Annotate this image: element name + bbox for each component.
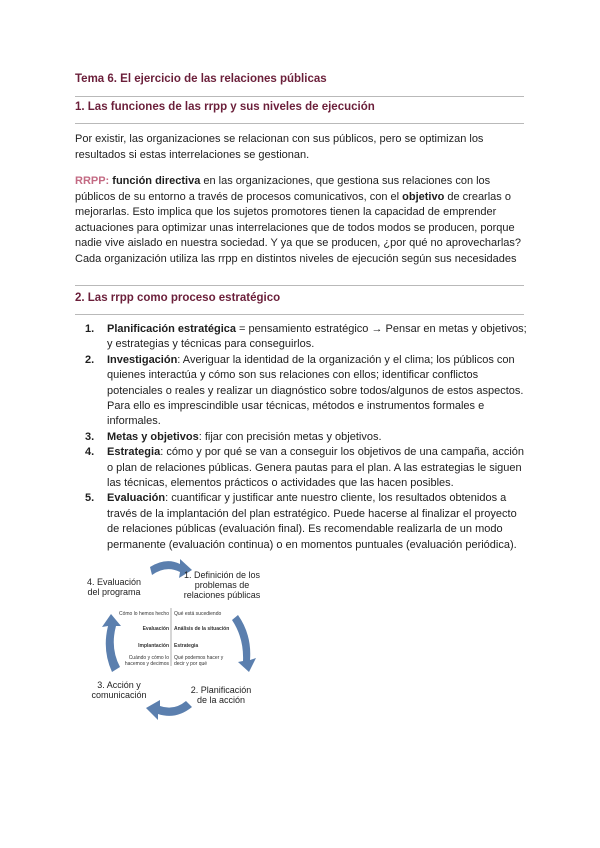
divider bbox=[75, 123, 524, 124]
right-col-3: Estrategia bbox=[174, 643, 199, 649]
list-item: 1. Planificación estratégica = pensamiento estratégico → Pensar en metas y objetivos; y estrategias y técnicas para conseguirlos. bbox=[85, 323, 527, 351]
step-3-label: 3. Acción y comunicación bbox=[91, 680, 147, 700]
step-2-label: 2. Planificación de la acción bbox=[190, 685, 252, 705]
section1-paragraph-1: Por existir, las organizaciones se relacionan con sus públicos, pero se optimizan los resultados si estas interrelaciones se gestionan. bbox=[75, 133, 484, 161]
rrpp-objetivo: objetivo bbox=[402, 190, 445, 203]
left-col-3: Implantación bbox=[138, 643, 169, 649]
list-item: 5. Evaluación: cuantificar y justificar ante nuestro cliente, los resultados obtenidos a través de la implantación del plan estratégico. Puede hacerse al finalizar el proyecto de relaciones públicas (evaluación final). Es recomendable realizarla de un modo permanente (evaluación continua) o en momentos puntuales (evaluación periódica). bbox=[85, 492, 517, 551]
step-1-label: 1. Definición de los problemas de relaciones públicas bbox=[183, 570, 261, 600]
list-item: 2. Investigación: Averiguar la identidad de la organización y el clima; los públicos con quienes interactúa y cómo son sus relaciones con ellos; identificar conflictos potenciales o reales y realizar un diagnóstico sobre todos/algunos de estos aspectos. Para ello es imprescindible usar técnicas, métodos e instrumentos formales e informales. bbox=[85, 353, 524, 428]
divider bbox=[75, 314, 524, 315]
section2-heading: 2. Las rrpp como proceso estratégico bbox=[75, 292, 281, 304]
rrpp-label: RRPP: bbox=[75, 175, 110, 187]
list-item: 3. Metas y objetivos: fijar con precisión metas y objetivos. bbox=[85, 430, 382, 443]
step-4-label: 4. Evaluación del programa bbox=[86, 577, 142, 597]
left-col-1: Cómo lo hemos hecho bbox=[118, 611, 169, 617]
divider bbox=[75, 96, 524, 97]
left-col-2: Evaluación bbox=[142, 626, 169, 632]
process-cycle-diagram bbox=[80, 550, 270, 725]
process-steps-list bbox=[85, 322, 530, 553]
left-col-4: Cuándo y cómo lo hacemos y decimos bbox=[124, 655, 169, 667]
right-col-4: Qué podemos hacer y decir y por qué bbox=[174, 655, 224, 667]
divider bbox=[75, 285, 524, 286]
right-col-1: Qué está sucediendo bbox=[174, 611, 222, 617]
rrpp-text-b: de crearlas o mejorarlas. Esto implica que los sujetos promotores tienen la capacidad de emprender actuaciones para optimizar unas interrelaciones que de todos modos se producen, porque nadie vive aislado en nuestra sociedad. Y ya que se producen, ¿por qué no aprovecharlas? Cada organización utiliza las rrpp en distintos niveles de ejecución según sus necesidades bbox=[75, 190, 522, 265]
section1-paragraph-rrpp bbox=[75, 174, 527, 267]
list-item: 4. Estrategia: cómo y por qué se van a conseguir los objetivos de una campaña, acción o plan de relaciones públicas. Genera pautas para el plan. A las estrategias le siguen las técnicas, elementos prácticos o actividades que las hacen posibles. bbox=[85, 446, 525, 490]
section1-heading: 1. Las funciones de las rrpp y sus niveles de ejecución bbox=[75, 101, 375, 113]
rrpp-term: función directiva bbox=[112, 175, 201, 187]
rrpp-text-a: en las organizaciones, que gestiona sus relaciones con los públicos de su entorno a través de procesos comunicativos, con el bbox=[75, 175, 491, 203]
right-col-2: Análisis de la situación bbox=[174, 626, 230, 632]
document-title: Tema 6. El ejercicio de las relaciones públicas bbox=[75, 73, 327, 85]
